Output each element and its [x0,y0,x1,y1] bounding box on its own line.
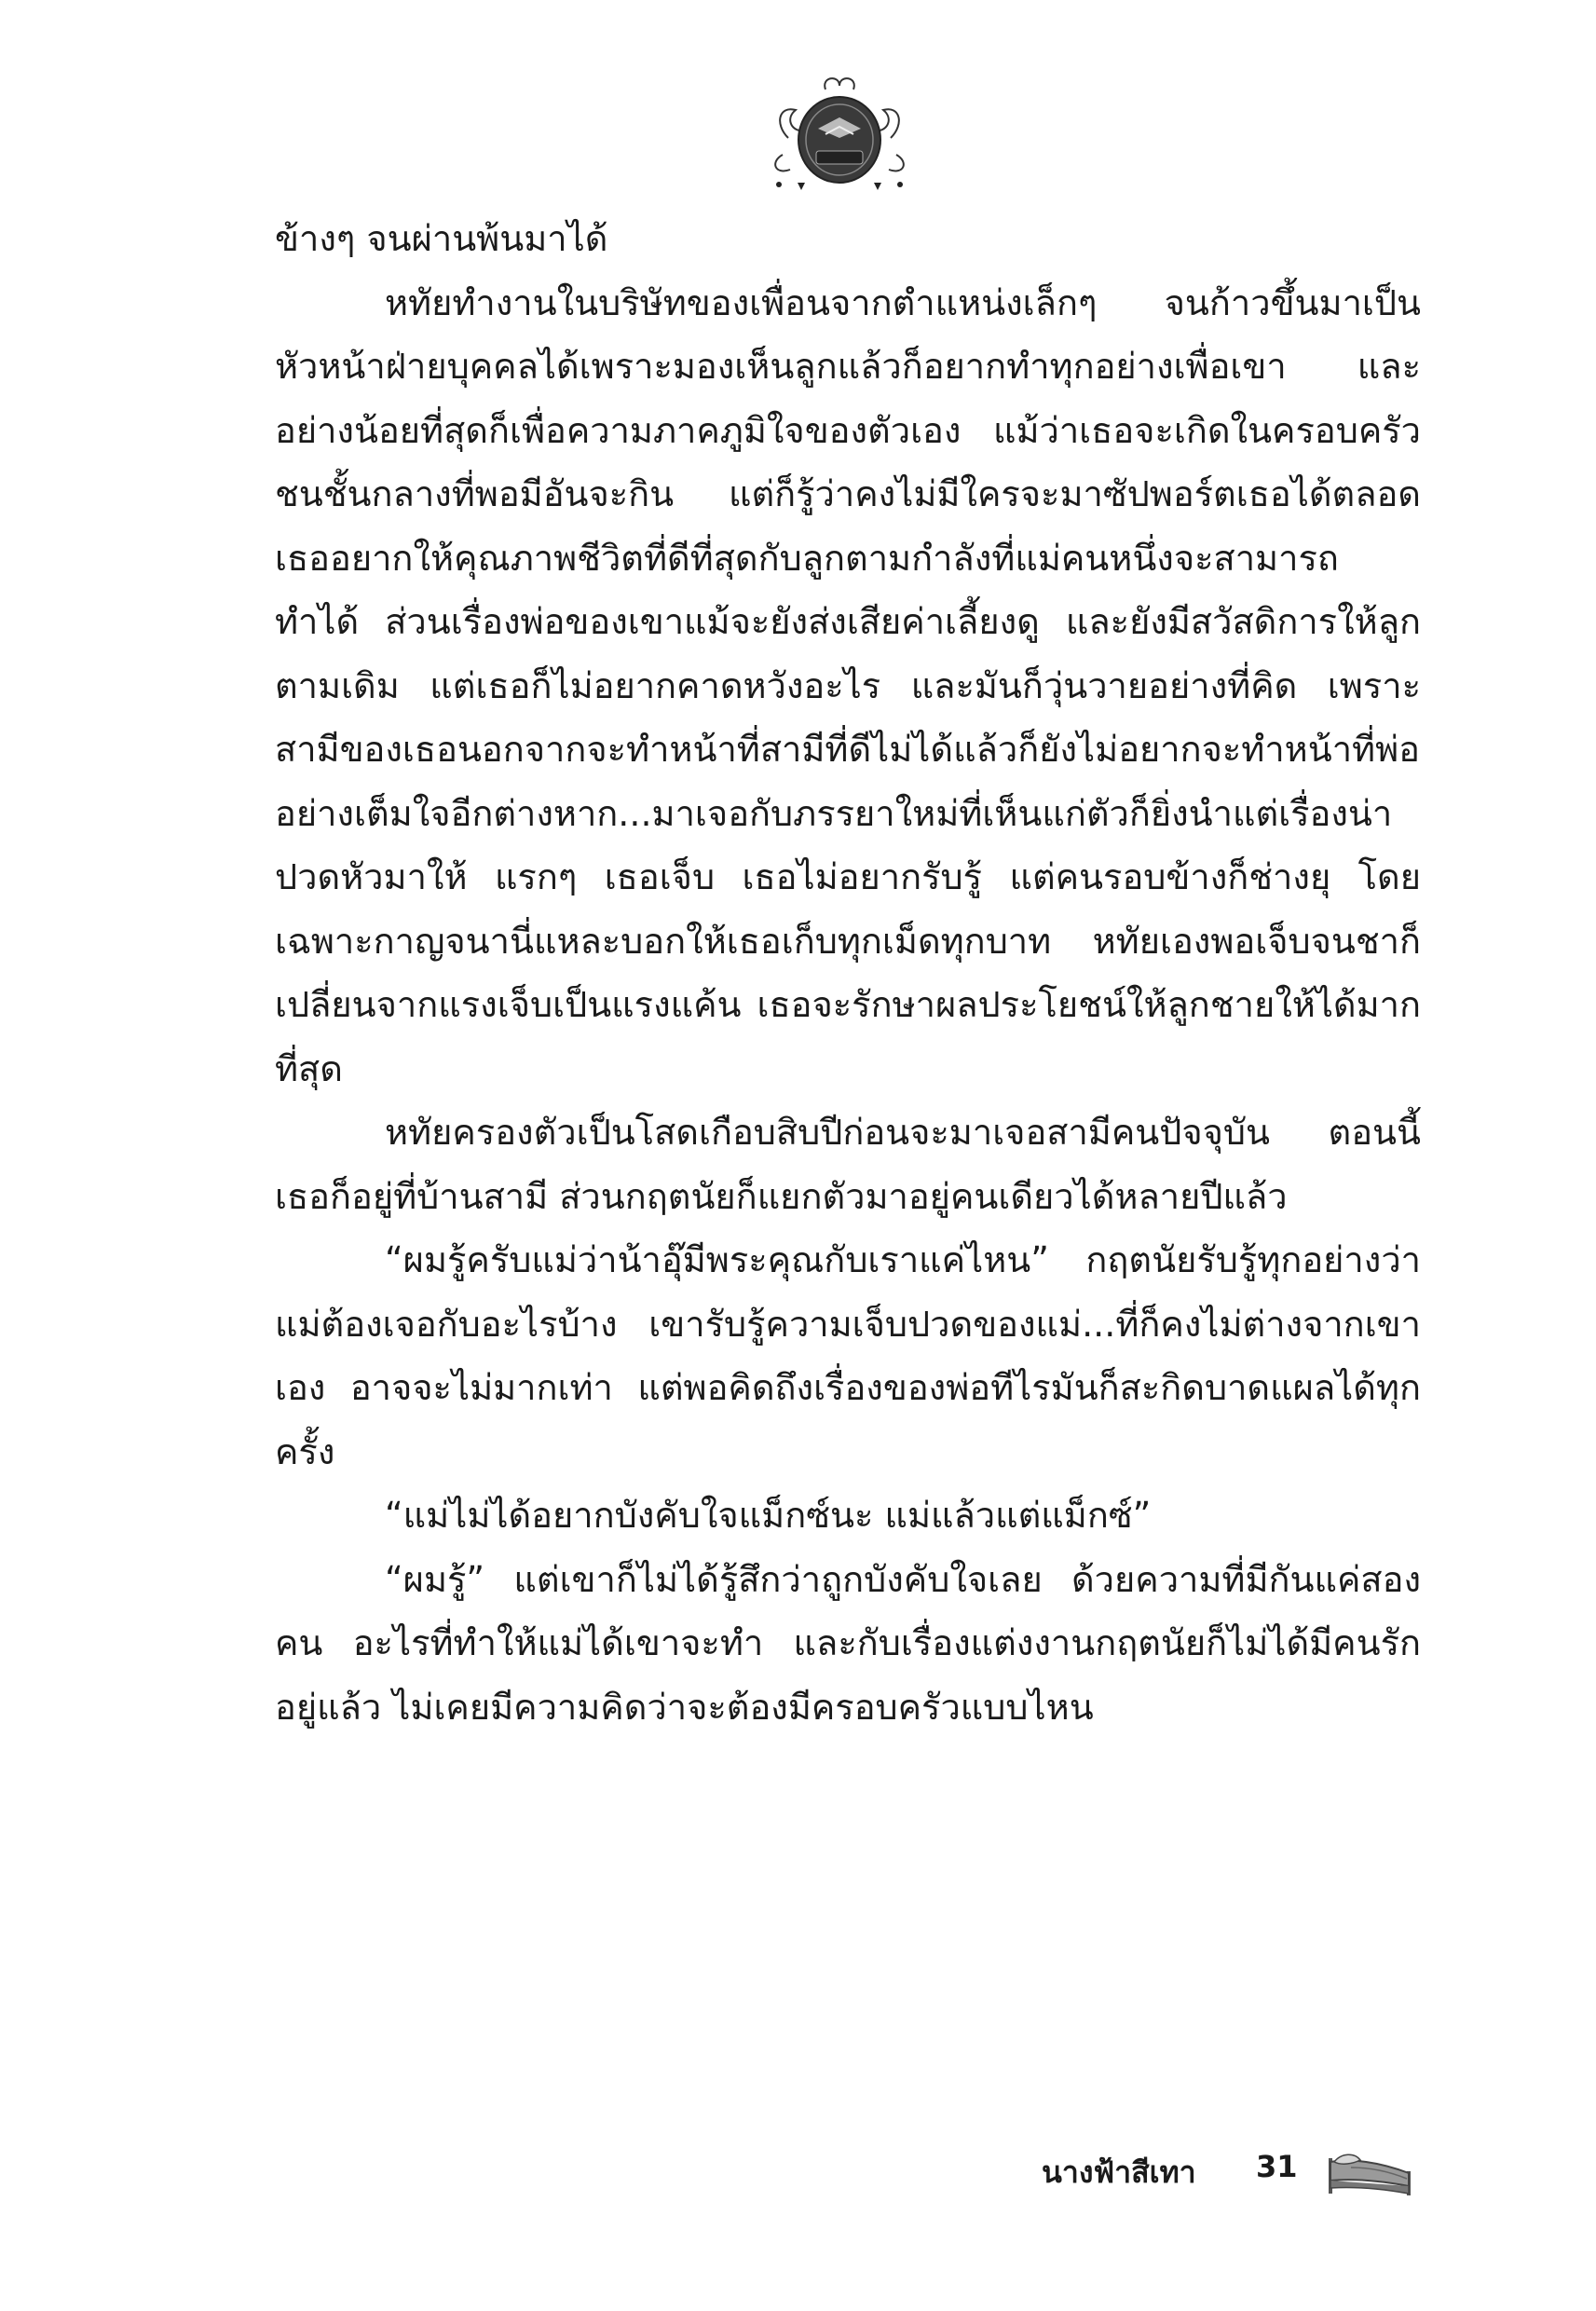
page-footer [0,2140,1596,2214]
body-text [275,207,1421,1739]
paragraph-6: “ผมรู้” แต่เขาก็ไม่ได้รู้สึกว่าถูกบังคับใจเลย ด้วยความที่มีกันแค่สองคน อะไรที่ทำให้แม่ได้เขาจะทำ และกับเรื่องแต่งงานกฤตนัยก็ไม่ได้มีคนรักอยู่แล้ว ไม่เคยมีความคิดว่าจะต้องมีครอบครัวแบบไหน [275,1558,1421,1728]
bed-icon [1323,2140,1416,2201]
paragraph-2: หทัยทำงานในบริษัทของเพื่อนจากตำแหน่งเล็กๆ จนก้าวขึ้นมาเป็นหัวหน้าฝ่ายบุคคลได้เพราะมองเห็นลูกแล้วก็อยากทำทุกอย่างเพื่อเขา และอย่างน้อยที่สุดก็เพื่อความภาคภูมิใจของตัวเอง แม้ว่าเธอจะเกิดในครอบครัวชนชั้นกลางที่พอมีอันจะกิน แต่ก็รู้ว่าคงไม่มีใครจะมาซัปพอร์ตเธอได้ตลอด เธออยากให้คุณภาพชีวิตที่ดีที่สุดกับลูกตามกำลังที่แม่คนหนึ่งจะสามารถทำได้ ส่วนเรื่องพ่อของเขาแม้จะยังส่งเสียค่าเลี้ยงดู และยังมีสวัสดิการให้ลูกตามเดิม แต่เธอก็ไม่อยากคาดหวังอะไร และมันก็วุ่นวายอย่างที่คิด เพราะสามีของเธอนอกจากจะทำหน้าที่สามีที่ดีไม่ได้แล้วก็ยังไม่อยากจะทำหน้าที่พ่ออย่างเต็มใจอีกต่างหาก...มาเจอกับภรรยาใหม่ที่เห็นแก่ตัวก็ยิ่งนำแต่เรื่องน่าปวดหัวมาให้ แรกๆ เธอเจ็บ เธอไม่อยากรับรู้ แต่คนรอบข้างก็ช่างยุ โดยเฉพาะกาญจนานี่แหละบอกให้เธอเก็บทุกเม็ดทุกบาท หทัยเองพอเจ็บจนชาก็เปลี่ยนจากแรงเจ็บเป็นแรงแค้น เธอจะรักษาผลประโยชน์ให้ลูกชายให้ได้มากที่สุด [275,281,1421,1089]
book-title: นางฟ้าสีเทา [1042,2154,1196,2190]
paragraph-5: “แม่ไม่ได้อยากบังคับใจแม็กซ์นะ แม่แล้วแต่แม็กซ์” [385,1495,1152,1536]
paragraph-4: “ผมรู้ครับแม่ว่าน้าอุ๊มีพระคุณกับเราแค่ไหน” กฤตนัยรับรู้ทุกอย่างว่าแม่ต้องเจอกับอะไรบ้าง เขารับรู้ความเจ็บปวดของแม่...ที่ก็คงไม่ต่างจากเขาเอง อาจจะไม่มากเท่า แต่พอคิดถึงเรื่องของพ่อทีไรมันก็สะกิดบาดแผลได้ทุกครั้ง [275,1239,1421,1472]
ornamental-crest-icon [770,73,909,194]
paragraph-3: หทัยครองตัวเป็นโสดเกือบสิบปีก่อนจะมาเจอสามีคนปัจจุบัน ตอนนี้เธอก็อยู่ที่บ้านสามี ส่วนกฤตนัยก็แยกตัวมาอยู่คนเดียวได้หลายปีแล้ว [275,1112,1421,1217]
page-number: 31 [1256,2149,1298,2184]
paragraph-1: ข้างๆ จนผ่านพ้นมาได้ [275,218,608,259]
